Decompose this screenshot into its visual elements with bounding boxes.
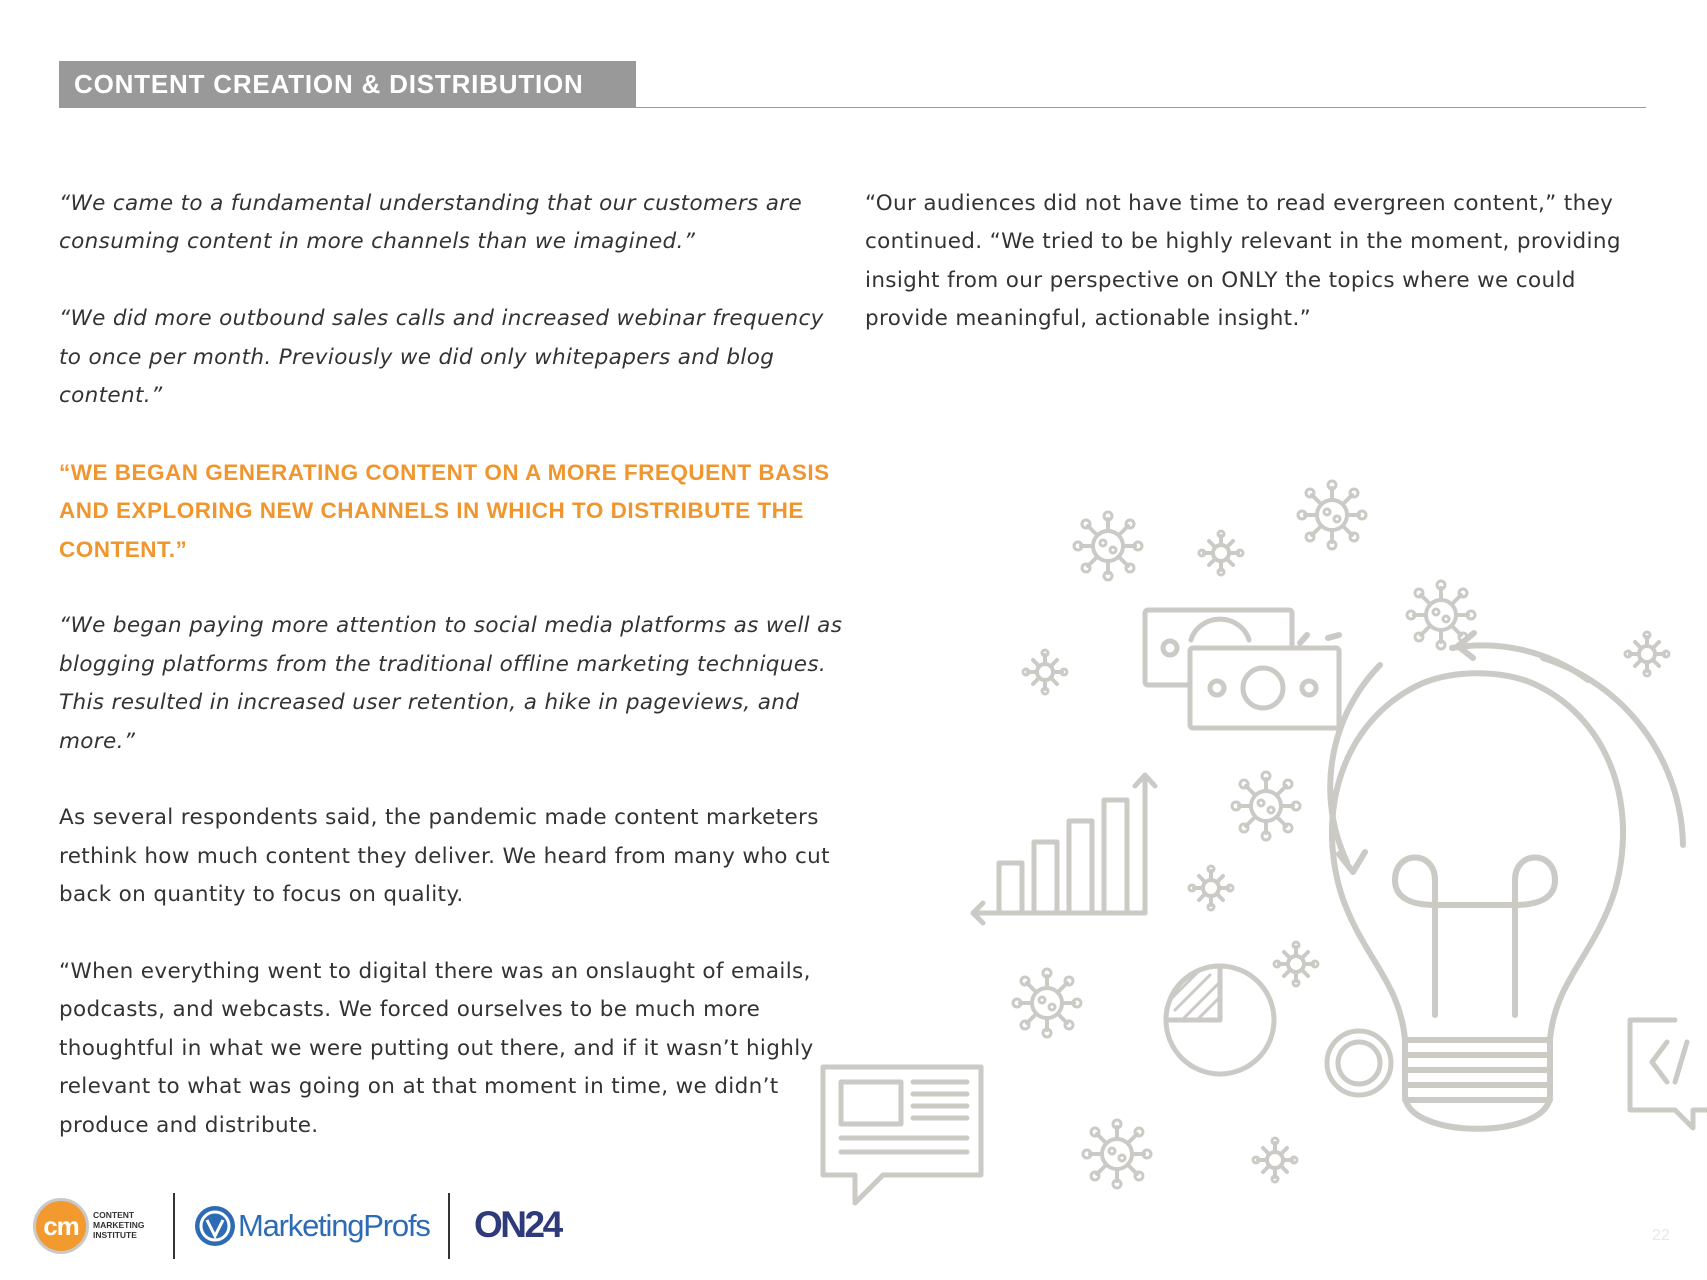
footer	[0, 1185, 1707, 1280]
respondent-quote-3: “We began paying more attention to social media platforms as well as blogging platforms from the traditional offline marketing techniques. This resulted in increased user retention, a hike in pageviews, and more.”	[59, 613, 843, 754]
virus-icon	[1074, 512, 1142, 580]
germ-icon	[1274, 942, 1318, 986]
cmi-logo	[33, 1198, 153, 1258]
cmi-logo-text: CONTENT MARKETING INSTITUTE	[93, 1210, 145, 1240]
illustration	[815, 470, 1707, 1220]
marketingprofs-wordmark: MarketingProfs	[238, 1208, 430, 1243]
target-ring-icon	[1327, 1031, 1391, 1095]
virus-icon	[1298, 481, 1366, 549]
lightbulb-icon	[1300, 633, 1683, 1129]
page-number: 22	[1652, 1227, 1670, 1244]
document-speech-bubble-icon	[823, 1067, 981, 1203]
respondent-quote-2: “We did more outbound sales calls and increased webinar frequency to once per month. Previously we did only whitepapers and blog content.”	[59, 306, 824, 409]
marketingprofs-logo	[195, 1206, 430, 1246]
code-bubble-icon	[1630, 1020, 1707, 1128]
virus-icon	[1232, 772, 1300, 840]
pull-quote: “WE BEGAN GENERATING CONTENT ON A MORE FREQUENT BASIS AND EXPLORING NEW CHANNELS IN WHICH TO DISTRIBUTE THE CONTENT.”	[59, 459, 830, 562]
bar-chart-icon	[973, 775, 1155, 923]
respondent-quote-1: “We came to a fundamental understanding that our customers are consuming content in more channels than we imagined.”	[59, 191, 803, 255]
body-paragraph-1: As several respondents said, the pandemic made content marketers rethink how much content they deliver. We heard from many who cut back on quantity to focus on quality.	[59, 805, 830, 908]
virus-icon	[1013, 969, 1081, 1037]
body-paragraph-3: “Our audiences did not have time to read evergreen content,” they continued. “We tried to be highly relevant in the moment, providing insight from our perspective on ONLY the topics where we could provide meaningful, actionable insight.”	[865, 191, 1621, 332]
on24-logo: ON24	[474, 1204, 561, 1245]
illustration-svg	[815, 470, 1707, 1220]
germ-icon	[1625, 632, 1669, 676]
germ-icon	[1023, 650, 1067, 694]
virus-icon	[1083, 1120, 1151, 1188]
section-title: CONTENT CREATION & DISTRIBUTION	[59, 61, 636, 108]
header-rule	[636, 107, 1646, 108]
section-header	[59, 61, 1646, 108]
money-icon	[1145, 610, 1339, 728]
pie-chart-icon	[1166, 966, 1274, 1074]
footer-divider	[173, 1193, 175, 1259]
left-column	[59, 185, 849, 1183]
germ-icon	[1253, 1138, 1297, 1182]
right-column	[865, 185, 1657, 377]
germ-icon	[1189, 866, 1233, 910]
body-paragraph-2: “When everything went to digital there was an onslaught of emails, podcasts, and webcasts. We forced ourselves to be much more thoughtful in what we were putting out there, and if it wasn’t highly relevant to what was going on at that moment in time, we didn’t produce and distribute.	[59, 959, 814, 1138]
germ-icon	[1199, 531, 1243, 575]
marketingprofs-icon	[195, 1206, 235, 1246]
footer-divider	[448, 1193, 450, 1259]
cmi-logo-mark: cm	[43, 1211, 79, 1241]
